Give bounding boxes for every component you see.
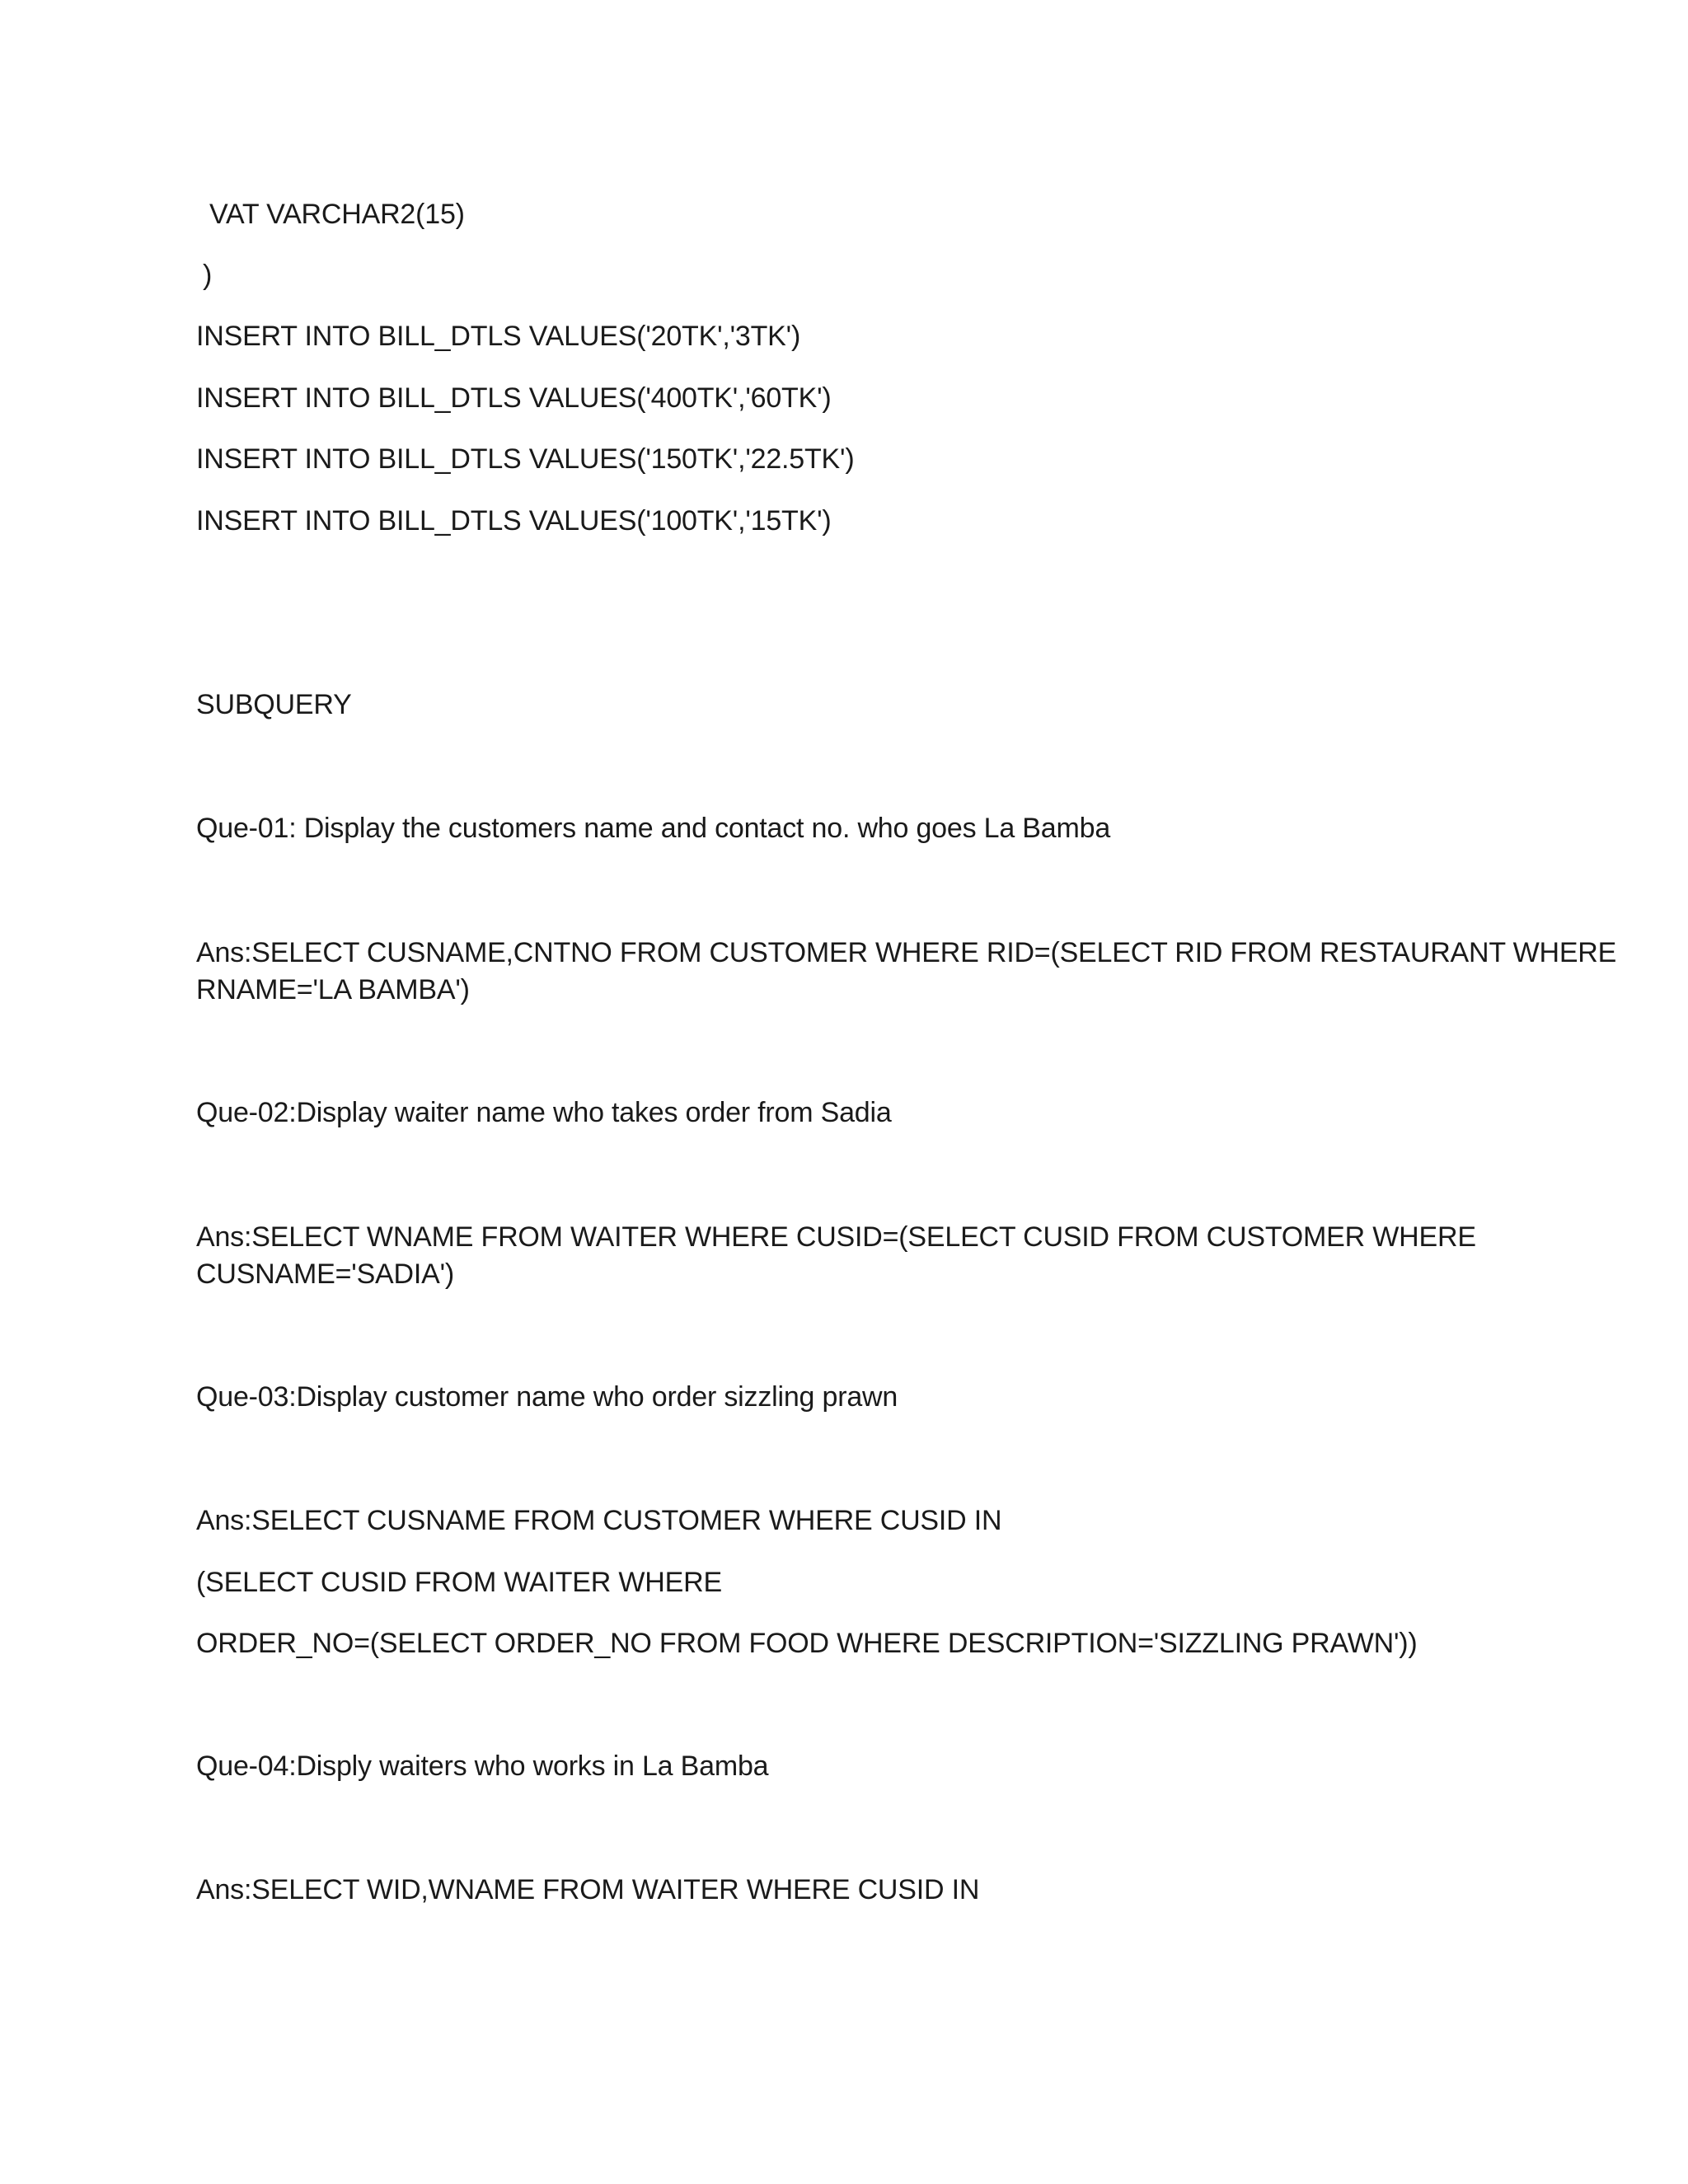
question-04: Que-04:Disply waiters who works in La Bamba [196, 1750, 769, 1782]
answer-02-line-1: Ans:SELECT WNAME FROM WAITER WHERE CUSID=(SELECT CUSID FROM CUSTOMER WHERE [196, 1221, 1476, 1253]
answer-01-line-1: Ans:SELECT CUSNAME,CNTNO FROM CUSTOMER WHERE RID=(SELECT RID FROM RESTAURANT WHERE [196, 937, 1617, 968]
answer-03-line-2: (SELECT CUSID FROM WAITER WHERE [196, 1567, 722, 1598]
code-line-vat-column: VAT VARCHAR2(15) [209, 199, 465, 230]
question-01: Que-01: Display the customers name and contact no. who goes La Bamba [196, 813, 1111, 844]
answer-02-line-2: CUSNAME='SADIA') [196, 1258, 455, 1290]
code-line-insert-4: INSERT INTO BILL_DTLS VALUES('100TK','15TK') [196, 505, 832, 537]
answer-03-line-3: ORDER_NO=(SELECT ORDER_NO FROM FOOD WHERE DESCRIPTION='SIZZLING PRAWN')) [196, 1628, 1418, 1659]
section-heading-subquery: SUBQUERY [196, 689, 352, 720]
code-line-close-paren: ) [203, 260, 213, 291]
answer-03-line-1: Ans:SELECT CUSNAME FROM CUSTOMER WHERE CUSID IN [196, 1505, 1002, 1536]
code-line-insert-2: INSERT INTO BILL_DTLS VALUES('400TK','60TK') [196, 382, 832, 414]
code-line-insert-3: INSERT INTO BILL_DTLS VALUES('150TK','22.5TK') [196, 443, 855, 475]
answer-01-line-2: RNAME='LA BAMBA') [196, 974, 470, 1005]
code-line-insert-1: INSERT INTO BILL_DTLS VALUES('20TK','3TK') [196, 321, 801, 352]
question-02: Que-02:Display waiter name who takes order from Sadia [196, 1097, 892, 1128]
answer-04-line-1: Ans:SELECT WID,WNAME FROM WAITER WHERE CUSID IN [196, 1874, 980, 1905]
question-03: Que-03:Display customer name who order sizzling prawn [196, 1381, 898, 1413]
